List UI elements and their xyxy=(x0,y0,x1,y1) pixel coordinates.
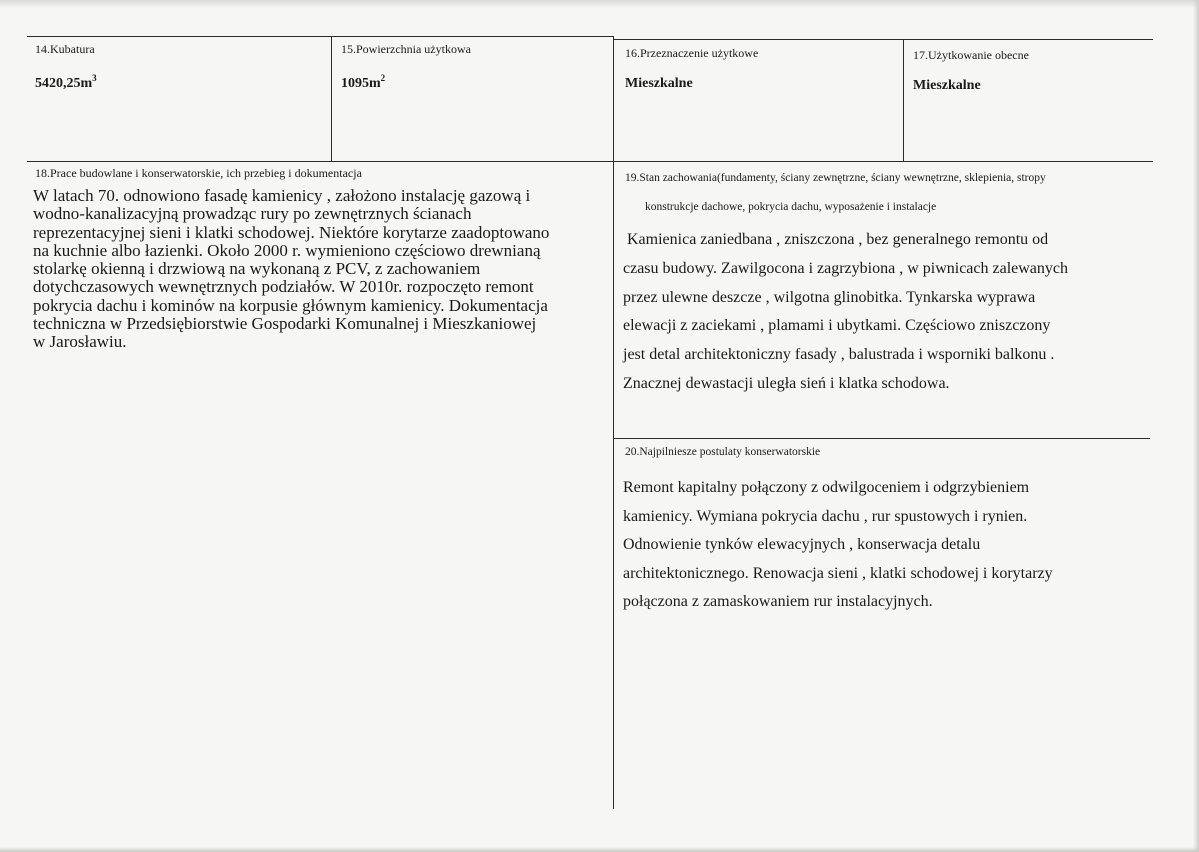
section-18-line: W latach 70. odnowiono fasadę kamienicy , założono instalację gazową i xyxy=(33,186,531,205)
section-18-line: reprezentacyjnej sieni i klatki schodowej. Niektóre korytarze zaadoptowano xyxy=(33,222,550,242)
rule-19-20-divider xyxy=(613,438,1150,439)
page-edge-right xyxy=(1193,0,1199,852)
section-20-label: 20.Najpilniesze postulaty konserwatorskie xyxy=(625,446,821,458)
section-18-line: wodno-kanalizacyjną prowadząc rury po zewnętrznych ścianach xyxy=(33,204,472,224)
section-19-line: czasu budowy. Zawilgocona i zagrzybiona , w piwnicach zalewanych xyxy=(623,260,1069,277)
page-edge-top xyxy=(0,0,1199,8)
section-19-label-continued: konstrukcje dachowe, pokrycia dachu, wyposażenie i instalacje xyxy=(645,201,937,213)
kubatura-unit-exponent: 3 xyxy=(92,73,97,83)
section-18-line: stolarkę okienną i drzwiową na wykonaną z PCV, z zachowaniem xyxy=(33,259,481,279)
kubatura-label: 14.Kubatura xyxy=(35,42,95,56)
rule-col-16-17 xyxy=(903,39,904,162)
section-18-line: w Jarosławiu. xyxy=(33,332,127,352)
section-18-line: techniczna w Przedsiębiorstwie Gospodarki Komunalnej i Mieszkaniowej xyxy=(33,314,537,334)
powierzchnia-unit-exponent: 2 xyxy=(380,73,386,83)
rule-top-right xyxy=(613,39,1153,40)
powierzchnia-value xyxy=(341,73,386,92)
section-18-line: dotychczasowych wewnętrznych podziałów. W 2010r. rozpoczęto remont xyxy=(33,277,534,297)
rule-col-main-divider xyxy=(613,36,614,809)
przeznaczenie-value: Mieszkalne xyxy=(625,76,693,91)
kubatura-number: 5420,25m xyxy=(35,76,93,91)
section-19-line: elewacji z zaciekami , plamami i ubytkami. Częściowo zniszczony xyxy=(623,317,1051,334)
section-19-line: Znacznej dewastacji uległa sień i klatka schodowa. xyxy=(623,375,950,392)
przeznaczenie-label: 16.Przeznaczenie użytkowe xyxy=(625,46,759,60)
section-20-line: kamienicy. Wymiana pokrycia dachu , rur spustowych i rynien. xyxy=(623,508,1028,525)
rule-header-bottom xyxy=(27,161,1153,162)
section-19-label: 19.Stan zachowania(fundamenty, ściany zewnętrzne, ściany wewnętrzne, sklepienia, stropy xyxy=(625,172,1046,184)
uzytkowanie-value: Mieszkalne xyxy=(913,78,981,93)
rule-col-14-15 xyxy=(331,36,332,162)
section-18-line: pokrycia dachu i kominów na korpusie głównym kamienicy. Dokumentacja xyxy=(33,295,548,315)
section-19-line: Kamienica zaniedbana , zniszczona , bez generalnego remontu od xyxy=(627,231,1049,248)
kubatura-value xyxy=(35,73,97,92)
section-19-line: jest detal architektoniczny fasady , balustrada i wsporniki balkonu . xyxy=(623,346,1055,363)
rule-top-left xyxy=(27,36,613,37)
powierzchnia-label: 15.Powierzchnia użytkowa xyxy=(341,42,471,56)
section-18-label: 18.Prace budowlane i konserwatorskie, ich przebieg i dokumentacja xyxy=(35,166,362,180)
section-18-line: na kuchnie albo łazienki. Około 2000 r. wymieniono częściowo drewnianą xyxy=(33,240,541,260)
section-19-line: przez ulewne deszcze , wilgotna glinobitka. Tynkarska wyprawa xyxy=(623,289,1036,306)
uzytkowanie-label: 17.Użytkowanie obecne xyxy=(913,48,1029,62)
section-20-line: architektonicznego. Renowacja sieni , klatki schodowej i korytarzy xyxy=(623,565,1053,582)
section-20-line: Odnowienie tynków elewacyjnych , konserwacja detalu xyxy=(623,536,981,553)
section-20-line: Remont kapitalny połączony z odwilgoceniem i odgrzybieniem xyxy=(623,479,1030,496)
section-20-line: połączona z zamaskowaniem rur instalacyjnych. xyxy=(623,593,933,610)
page-edge-bottom xyxy=(0,847,1199,852)
section-18-text xyxy=(33,187,593,352)
powierzchnia-number: 1095m xyxy=(341,76,381,91)
